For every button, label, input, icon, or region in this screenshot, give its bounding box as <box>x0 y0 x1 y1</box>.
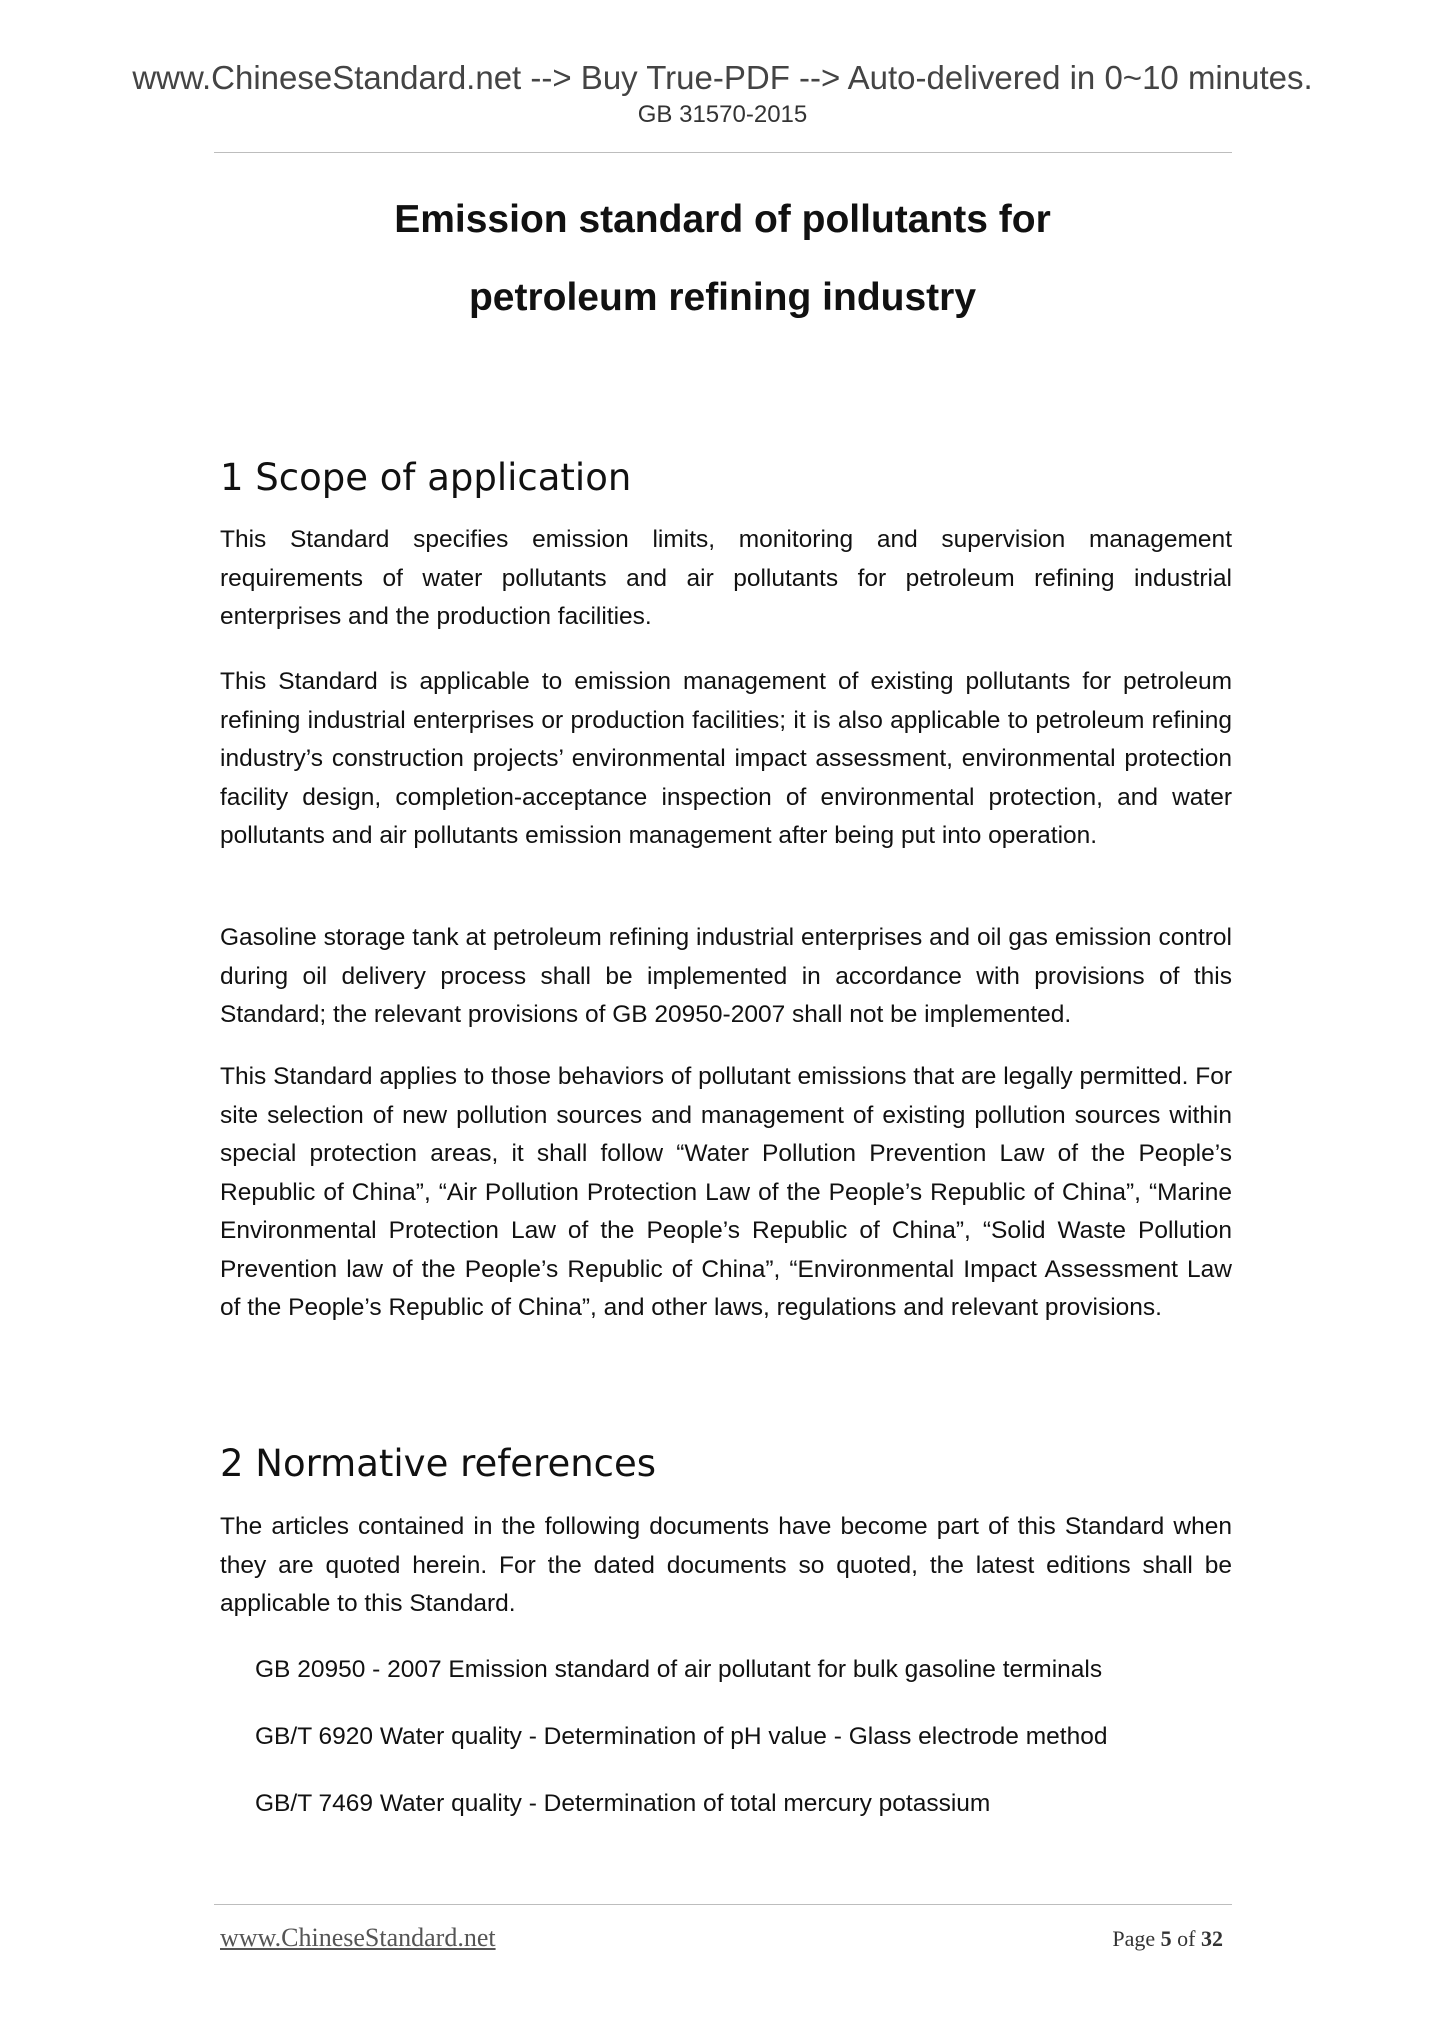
scope-paragraph-4: This Standard applies to those behaviors of pollutant emissions that are legally permitted. For site selection of new pollution sources and management of existing pollution sources within special protection areas, it shall follow “Water Pollution Prevention Law of the People’s Republic of China”, “Air Pollution Protection Law of the People’s Republic of China”, “Marine Environmental Protection Law of the People’s Republic of China”, “Solid Waste Pollution Prevention law of the People’s Republic of China”, “Environmental Impact Assessment Law of the People’s Republic of China”, and other laws, regulations and relevant provisions. <box>220 1063 1232 1321</box>
page-prefix: Page <box>1112 1926 1161 1951</box>
scope-paragraph-1: This Standard specifies emission limits, monitoring and supervision management requirements of water pollutants and air pollutants for petroleum refining industrial enterprises and the production facilities. <box>220 526 1232 630</box>
header-divider <box>214 152 1232 153</box>
scope-paragraph-2: This Standard is applicable to emission management of existing pollutants for petroleum refining industrial enterprises or production facilities; it is also applicable to petroleum refining industry’s construction projects’ environmental impact assessment, environmental protection facility design, completion-acceptance inspection of environmental protection, and water pollutants and air pollutants emission management after being put into operation. <box>220 668 1232 849</box>
header-banner: www.ChineseStandard.net --> Buy True-PDF --> Auto-delivered in 0~10 minutes. <box>132 59 1313 96</box>
scope-paragraph-3: Gasoline storage tank at petroleum refining industrial enterprises and oil gas emission control during oil delivery process shall be implemented in accordance with provisions of this Standard; the relevant provisions of GB 20950-2007 shall not be implemented. <box>220 924 1232 1028</box>
reference-item: GB/T 6920 Water quality - Determination of pH value - Glass electrode method <box>255 1723 1108 1750</box>
reference-item: GB 20950 - 2007 Emission standard of air pollutant for bulk gasoline terminals <box>255 1656 1103 1683</box>
section-heading-normative-references: 2 Normative references <box>220 1442 657 1485</box>
reference-item: GB/T 7469 Water quality - Determination of total mercury potassium <box>255 1790 991 1817</box>
document-title-line1: Emission standard of pollutants for <box>394 198 1051 241</box>
footer-site-link[interactable]: www.ChineseStandard.net <box>220 1923 496 1952</box>
page-number <box>1112 1924 1223 1954</box>
document-title-line2: petroleum refining industry <box>468 276 977 319</box>
normative-references-paragraph: The articles contained in the following documents have become part of this Standard when they are quoted herein. For the dated documents so quoted, the latest editions shall be applicable to this Standard. <box>220 1513 1232 1617</box>
page-total: 32 <box>1201 1926 1223 1951</box>
page-current: 5 <box>1160 1926 1172 1951</box>
page-of: of <box>1171 1926 1201 1951</box>
footer-divider <box>214 1904 1232 1905</box>
standard-code: GB 31570-2015 <box>637 101 808 128</box>
section-heading-scope: 1 Scope of application <box>220 456 632 499</box>
